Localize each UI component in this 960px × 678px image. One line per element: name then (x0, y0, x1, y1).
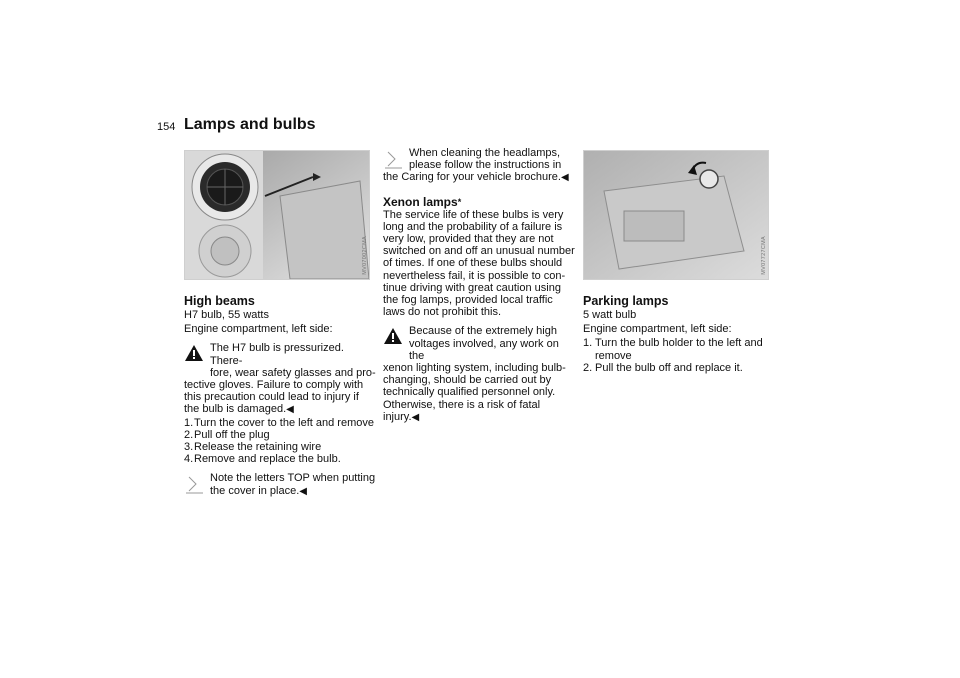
note-icon (184, 474, 204, 494)
high-beams-heading: High beams (184, 294, 255, 308)
warning-note (383, 325, 575, 424)
list-item: 1. Turn the bulb holder to the left and remove (583, 337, 763, 362)
warning-line: voltages involved, any work on the (409, 337, 559, 362)
parking-lamps-heading: Parking lamps (583, 294, 669, 308)
engine-bay-illustration (185, 151, 369, 279)
end-mark-icon: ◀ (286, 404, 294, 416)
bulb-spec: 5 watt bulb (583, 309, 637, 321)
note-line: When cleaning the headlamps, (409, 147, 561, 159)
xenon-section (383, 147, 575, 424)
location-text: Engine compartment, left side: (583, 323, 732, 336)
info-note (383, 147, 575, 185)
list-item: 2. Pull off the plug (184, 428, 270, 441)
warning-text: xenon lighting system, including bulb-changing, should be carried out by technically qualified personnel only. Otherwise, there is a risk of fatal injury. (383, 362, 566, 423)
note-line: please follow the instructions in (409, 159, 562, 172)
note-line: the cover in place.◀ (210, 484, 307, 497)
parking-lamp-photo (583, 150, 769, 280)
warning-line: Because of the extremely high (409, 325, 557, 338)
engine-bay-illustration (584, 151, 768, 279)
warning-note (184, 342, 376, 416)
high-beams-section (184, 294, 376, 498)
note-icon (383, 149, 403, 169)
warning-icon (383, 327, 403, 345)
end-mark-icon: ◀ (560, 172, 569, 184)
steps-list (184, 417, 376, 466)
location-text: Engine compartment, left side: (184, 323, 333, 336)
xenon-heading: Xenon lamps* (383, 194, 462, 209)
info-note (184, 472, 376, 497)
end-mark-icon: ◀ (299, 485, 307, 497)
note-line: Note the letters TOP when putting (210, 472, 376, 485)
xenon-body: The service life of these bulbs is very long and the probability of a failure is very low, provided that they are not switched on and off an unusual number of times. If one of these bulbs should nevertheless fail, it is possible to con-tinue driving with great caution using the fog lamps, provided local traffic laws do not prohibit this. (383, 208, 575, 319)
list-item: 1. Turn the cover to the left and remove (184, 416, 374, 429)
list-item: 2. Pull the bulb off and replace it. (583, 361, 743, 374)
list-item: 3. Release the retaining wire (184, 441, 322, 454)
photo-code: MV07727CMA (761, 236, 767, 275)
note-text: the Caring for your vehicle brochure. (383, 171, 561, 184)
end-mark-icon: ◀ (411, 411, 420, 423)
warning-icon (184, 344, 204, 362)
bulb-spec: H7 bulb, 55 watts (184, 309, 269, 321)
page-title: Lamps and bulbs (184, 116, 316, 133)
warning-line: The H7 bulb is pressurized. There- (210, 342, 344, 367)
steps-list (583, 337, 773, 374)
warning-line: fore, wear safety glasses and pro- (210, 366, 376, 379)
list-item: 4. Remove and replace the bulb. (184, 453, 341, 466)
photo-code: MV07002CMA (362, 236, 368, 275)
page-number: 154 (157, 121, 176, 133)
parking-lamps-section (583, 294, 773, 374)
warning-text: tective gloves. Failure to comply with this precaution could lead to injury if the bulb is damaged. (184, 379, 364, 416)
high-beam-photo (184, 150, 370, 280)
